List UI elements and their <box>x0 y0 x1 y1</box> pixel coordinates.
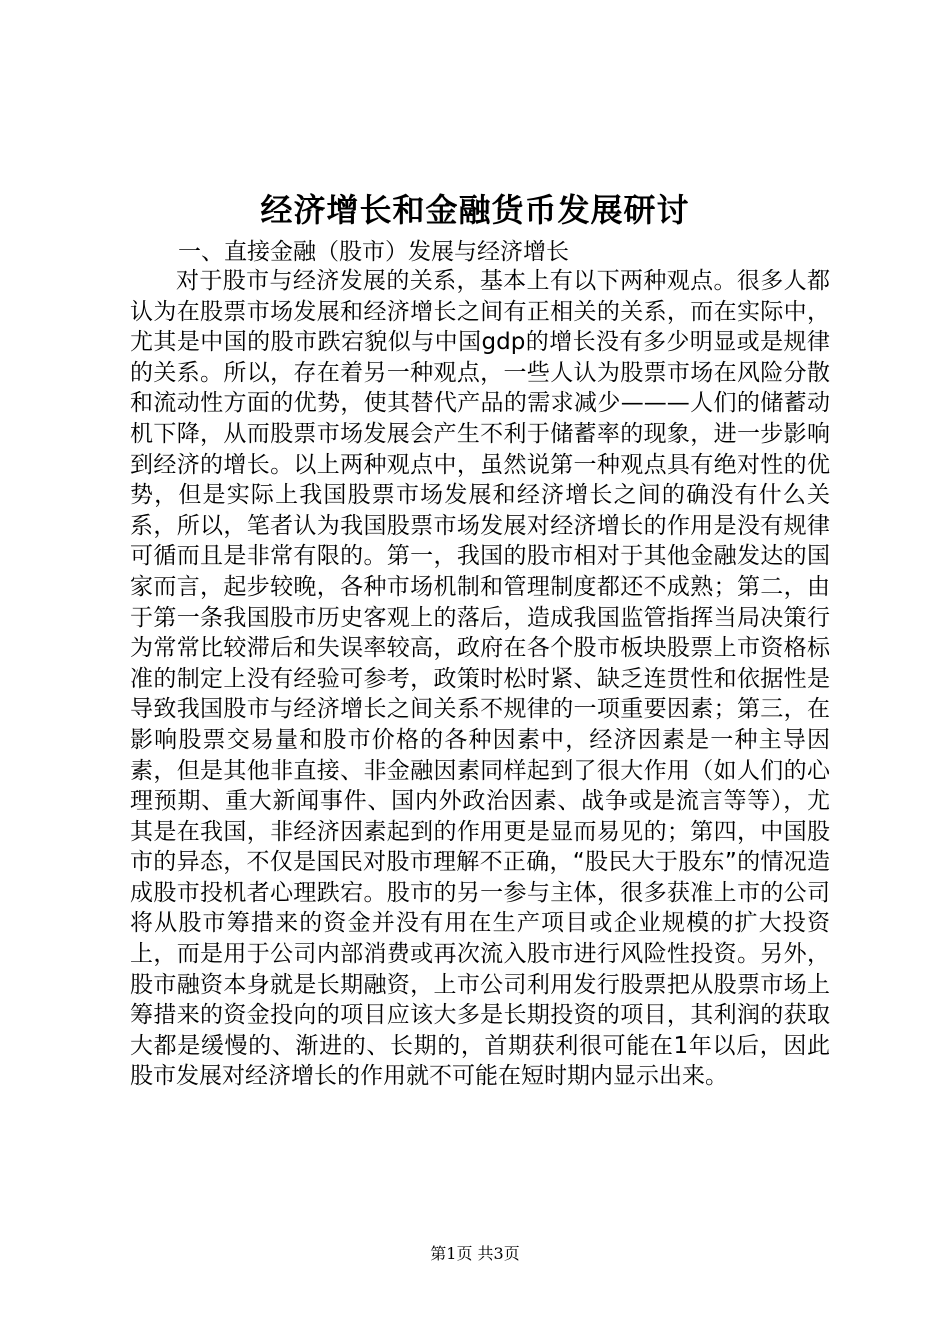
body-paragraph: 对于股市与经济发展的关系，基本上有以下两种观点。很多人都认为在股票市场发展和经济增长之间有正相关的关系，而在实际中，尤其是中国的股市跌宕貌似与中国gdp的增长没有多少明显或是规律的关系。所以，存在着另一种观点，一些人认为股票市场在风险分散和流动性方面的优势，使其替代产品的需求减少———人们的储蓄动机下降，从而股票市场发展会产生不利于储蓄率的现象，进一步影响到经济的增长。以上两种观点中，虽然说第一种观点具有绝对性的优势，但是实际上我国股票市场发展和经济增长之间的确没有什么关系，所以，笔者认为我国股票市场发展对经济增长的作用是没有规律可循而且是非常有限的。第一，我国的股市相对于其他金融发达的国家而言，起步较晚，各种市场机制和管理制度都还不成熟；第二，由于第一条我国股市历史客观上的落后，造成我国监管指挥当局决策行为常常比较滞后和失误率较高，政府在各个股市板块股票上市资格标准的制定上没有经验可参考，政策时松时紧、缺乏连贯性和依据性是导致我国股市与经济增长之间关系不规律的一项重要因素；第三，在影响股票交易量和股市价格的各种因素中，经济因素是一种主导因素，但是其他非直接、非金融因素同样起到了很大作用（如人们的心理预期、重大新闻事件、国内外政治因素、战争或是流言等等），尤其是在我国，非经济因素起到的作用更是显而易见的；第四，中国股市的异态，不仅是国民对股市理解不正确，“股民大于股东”的情况造成股市投机者心理跌宕。股市的另一参与主体，很多获准上市的公司将从股市筹措来的资金并没有用在生产项目或企业规模的扩大投资上，而是用于公司内部消费或再次流入股市进行风险性投资。另外，股市融资本身就是长期融资，上市公司利用发行股票把从股票市场上筹措来的资金投向的项目应该大多是长期投资的项目，其利润的获取大都是缓慢的、渐进的、长期的，首期获利很可能在1年以后，因此股市发展对经济增长的作用就不可能在短时期内显示出来。 <box>130 268 830 1090</box>
page-number-footer: 第1页 共3页 <box>430 1244 520 1263</box>
section-heading: 一、直接金融（股市）发展与经济增长 <box>178 239 569 265</box>
document-title: 经济增长和金融货币发展研讨 <box>260 191 690 229</box>
